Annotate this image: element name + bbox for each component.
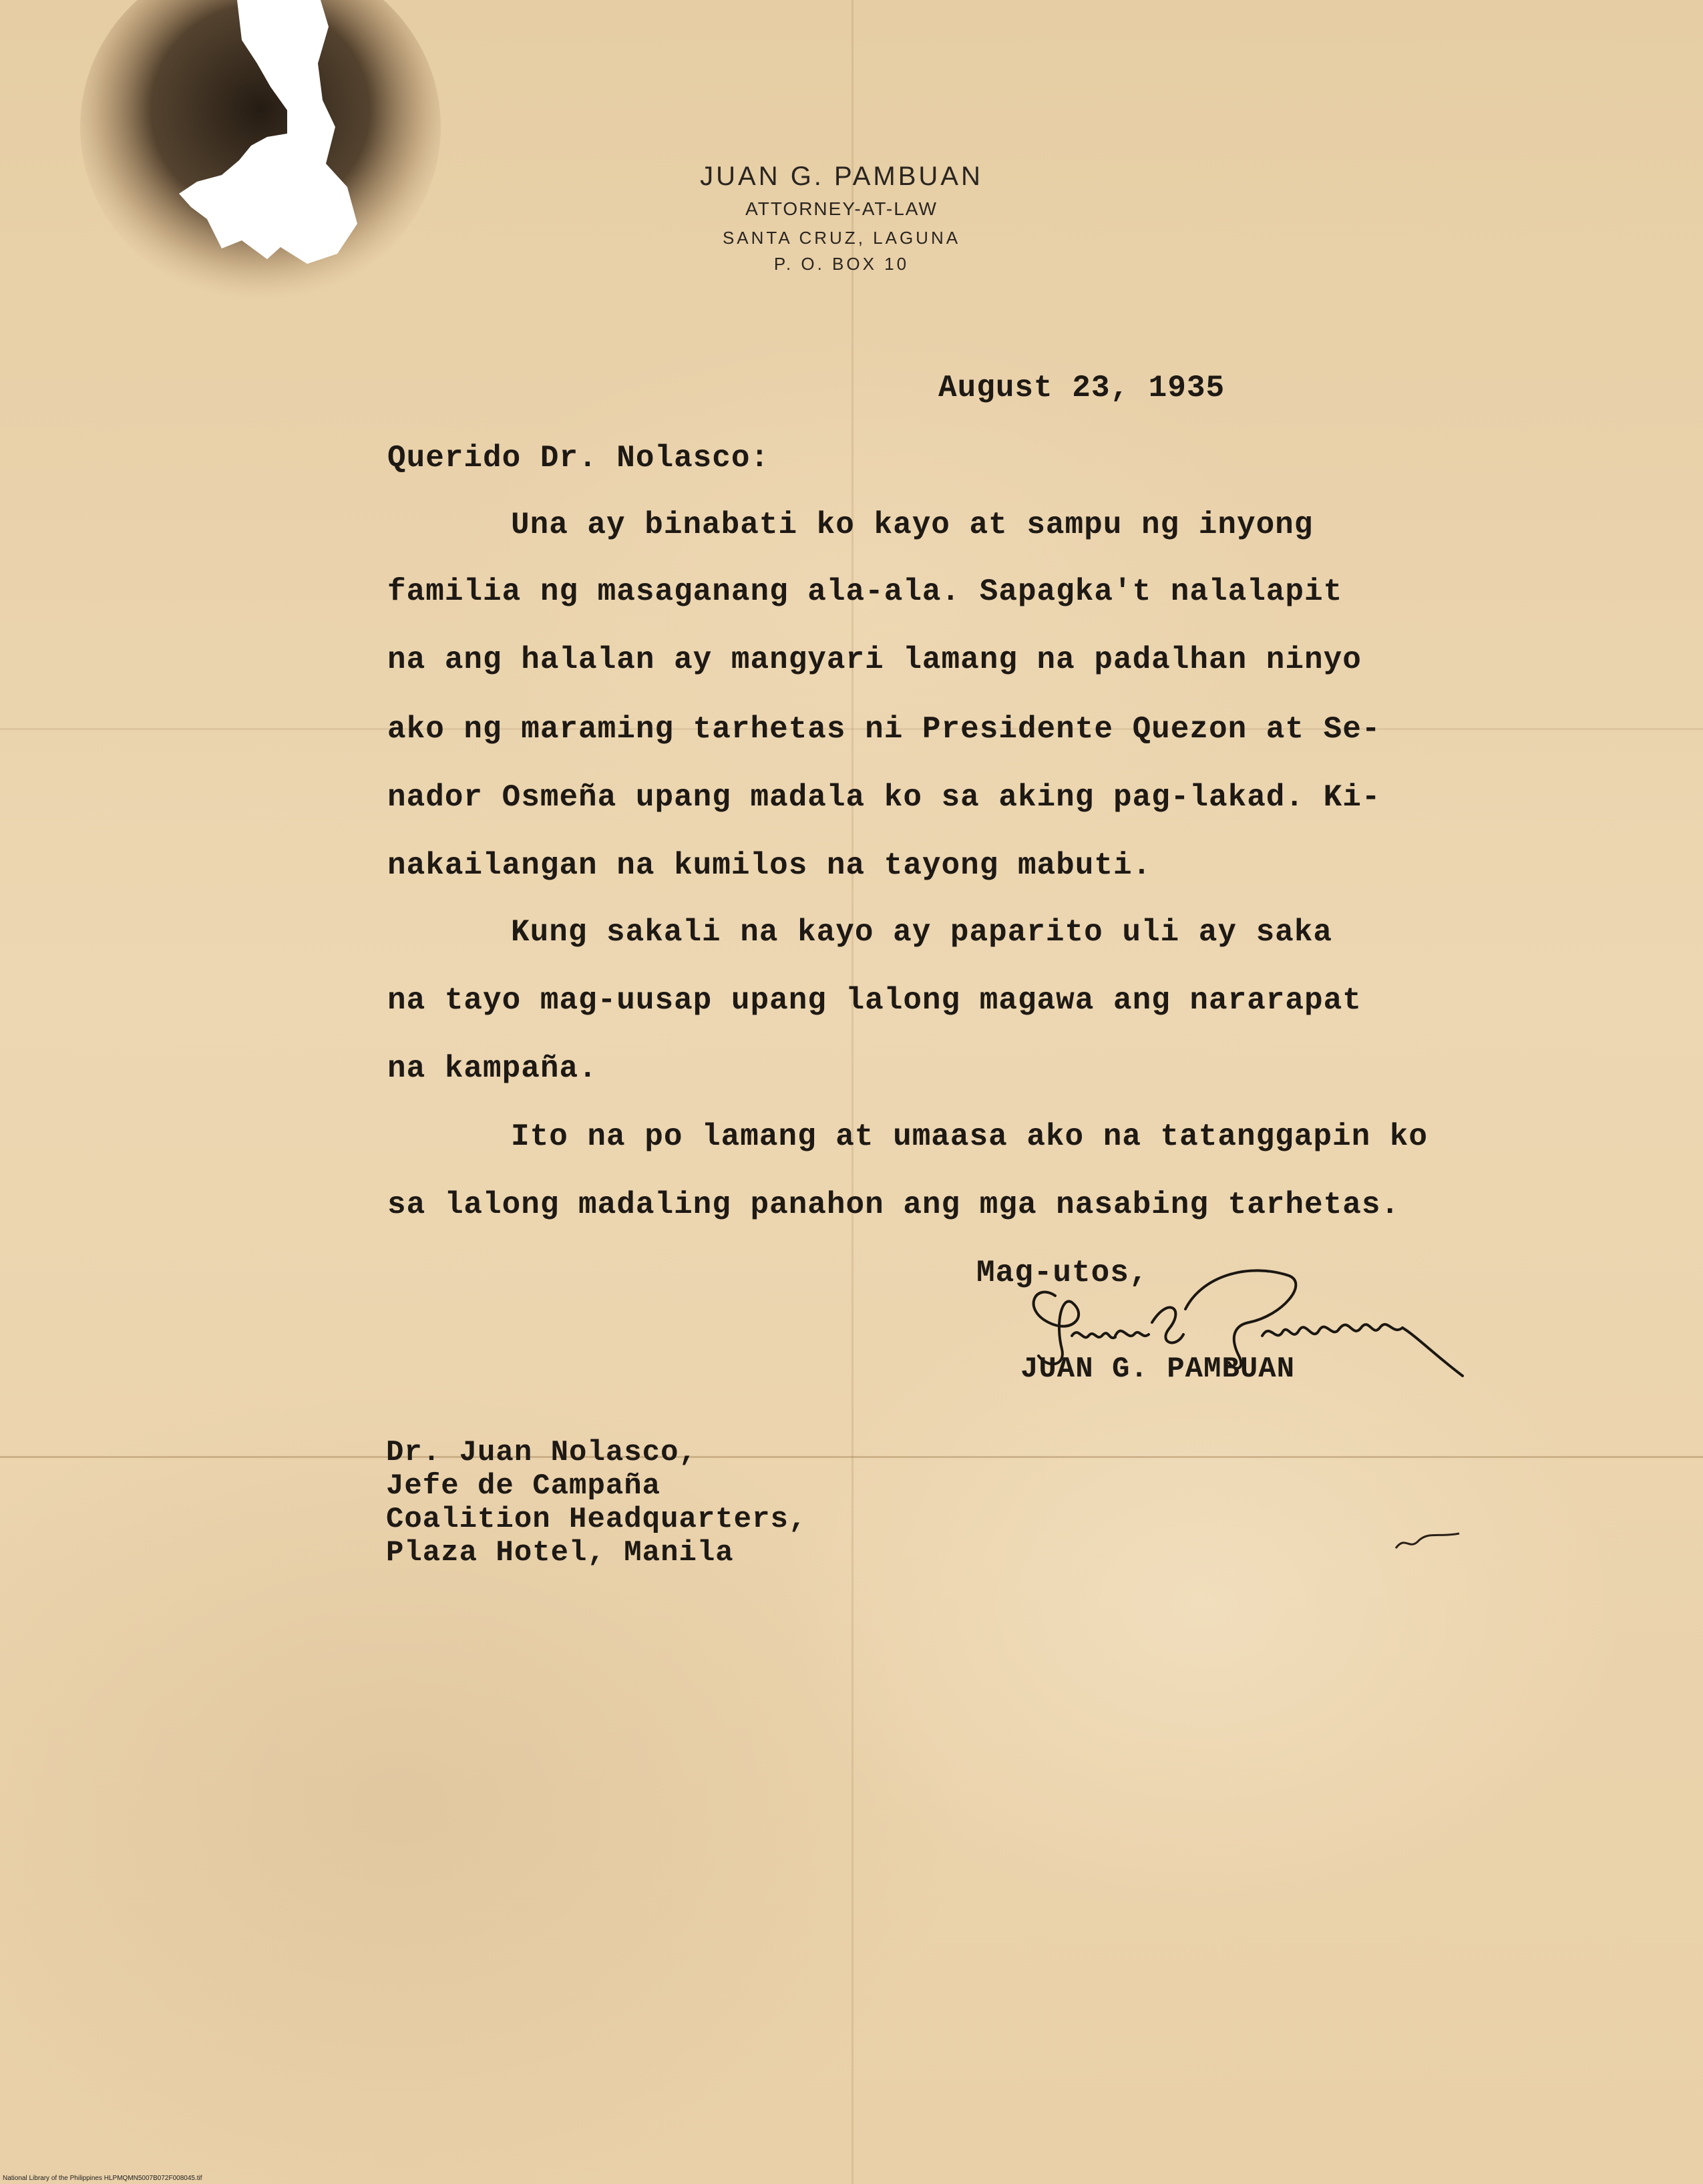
body-line: ako ng maraming tarhetas ni Presidente Quezon at Se-	[387, 712, 1381, 747]
letterhead-address: SANTA CRUZ, LAGUNA	[722, 228, 961, 248]
body-line: na kampaña.	[387, 1051, 598, 1086]
body-line: Una ay binabati ko kayo at sampu ng inyong	[511, 508, 1314, 542]
ink-mark	[1392, 1528, 1466, 1555]
body-line: sa lalong madaling panahon ang mga nasabing tarhetas.	[387, 1188, 1400, 1222]
recipient-line: Dr. Juan Nolasco,	[386, 1436, 697, 1469]
recipient-line: Coalition Headquarters,	[386, 1503, 807, 1536]
letter-date: August 23, 1935	[938, 371, 1225, 405]
body-line: na tayo mag-uusap upang lalong magawa ang nararapat	[387, 983, 1362, 1018]
paper-fold-line	[852, 0, 854, 2184]
salutation: Querido Dr. Nolasco:	[387, 441, 770, 476]
letterhead-name: JUAN G. PAMBUAN	[700, 162, 983, 191]
letterhead-po-box: P. O. BOX 10	[773, 254, 910, 274]
body-line: familia ng masaganang ala-ala. Sapagka't nalalapit	[387, 574, 1343, 609]
archive-footer: National Library of the Philippines HLPMQMN5007B072F008045.tif	[3, 2175, 202, 2182]
body-line: Kung sakali na kayo ay paparito uli ay saka	[511, 915, 1332, 950]
signer-name: JUAN G. PAMBUAN	[1020, 1352, 1296, 1386]
body-line: Ito na po lamang at umaasa ako na tatanggapin ko	[511, 1119, 1429, 1154]
body-line: nador Osmeña upang madala ko sa aking pag-lakad. Ki-	[387, 780, 1381, 815]
recipient-line: Jefe de Campaña	[386, 1469, 661, 1503]
body-line: nakailangan na kumilos na tayong mabuti.	[387, 848, 1152, 883]
letterhead	[668, 162, 1015, 275]
recipient-line: Plaza Hotel, Manila	[386, 1536, 734, 1570]
burn-hole-damage	[67, 0, 441, 314]
closing: Mag-utos,	[976, 1256, 1149, 1290]
body-line: na ang halalan ay mangyari lamang na padalhan ninyo	[387, 643, 1362, 677]
letterhead-title: ATTORNEY-AT-LAW	[745, 198, 938, 219]
